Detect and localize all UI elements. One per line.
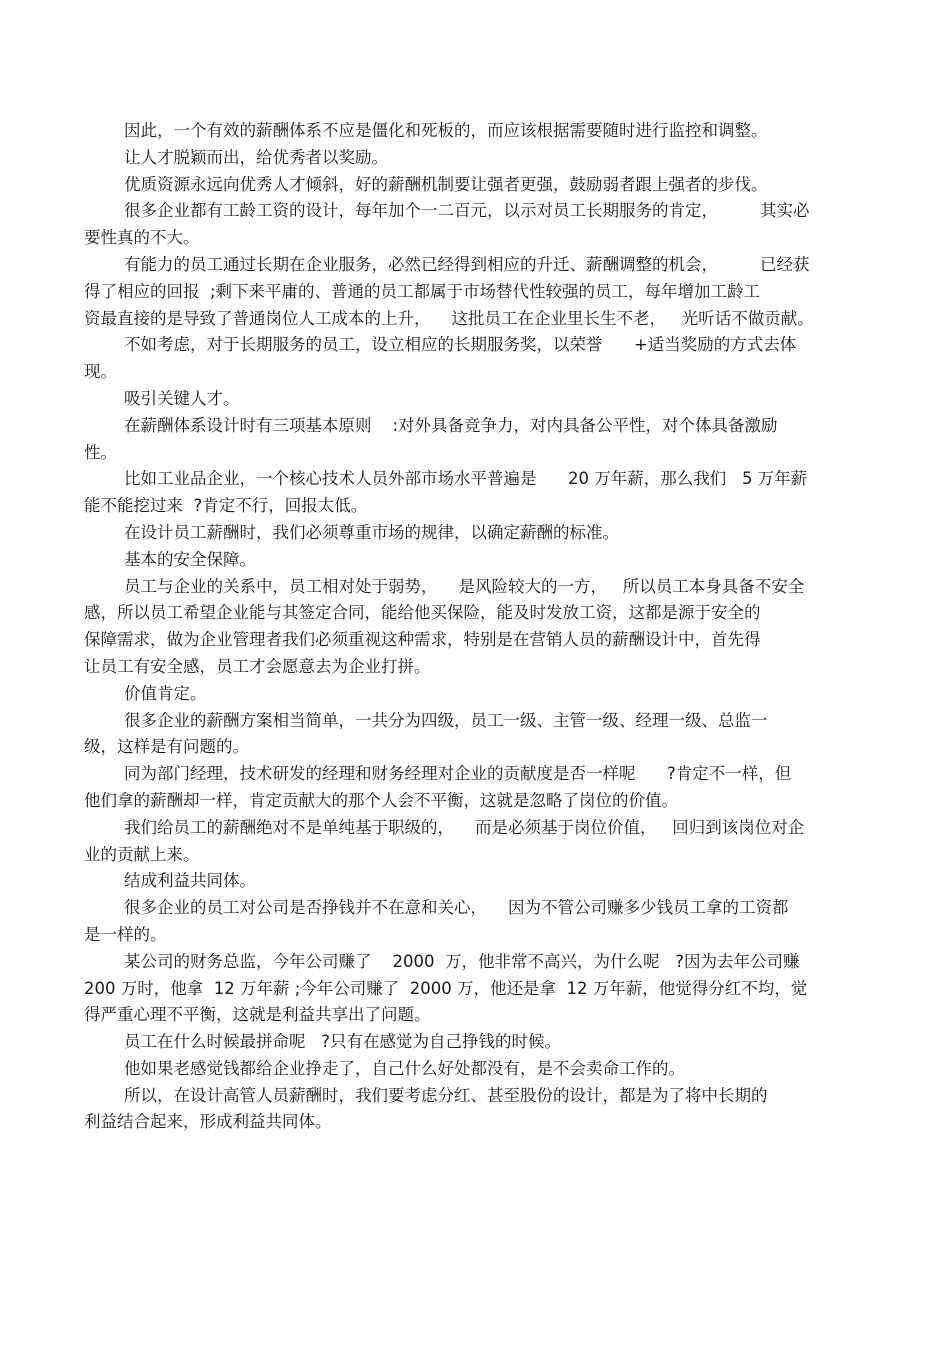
text-line: 价值肯定。	[124, 683, 207, 703]
text-line: 200 万时，他拿 12 万年薪 ;今年公司赚了 2000 万，他还是拿 12 万年薪，他觉得分红不均，觉	[84, 978, 808, 998]
text-line: 得严重心理不平衡，这就是利益共享出了问题。	[84, 1005, 431, 1025]
text-line: 现。	[84, 362, 117, 382]
text-line: 很多企业都有工龄工资的设计，每年加个一二百元，以示对员工长期服务的肯定， 其实必	[124, 201, 810, 221]
text-line: 员工在什么时候最拼命呢 ?只有在感觉为自己挣钱的时候。	[124, 1032, 561, 1052]
text-line: 要性真的不大。	[84, 228, 200, 248]
text-line: 同为部门经理，技术研发的经理和财务经理对企业的贡献度是否一样呢 ?肯定不一样，但	[124, 764, 792, 784]
text-line: 他如果老感觉钱都给企业挣走了，自己什么好处都没有，是不会卖命工作的。	[124, 1058, 685, 1078]
text-line: 让员工有安全感，员工才会愿意去为企业打拼。	[84, 656, 431, 676]
text-line: 在薪酬体系设计时有三项基本原则 :对外具备竞争力，对内具备公平性，对个体具备激励	[124, 415, 778, 435]
text-line: 比如工业品企业，一个核心技术人员外部市场水平普遍是 20 万年薪，那么我们 5 万年薪	[124, 469, 808, 489]
text-line: 在设计员工薪酬时，我们必须尊重市场的规律，以确定薪酬的标准。	[124, 522, 619, 542]
text-line: 利益结合起来，形成利益共同体。	[84, 1112, 332, 1132]
text-line: 资最直接的是导致了普通岗位人工成本的上升， 这批员工在企业里长生不老， 光听话不做贡献。	[84, 308, 814, 328]
text-line: 结成利益共同体。	[124, 871, 256, 891]
text-line: 某公司的财务总监，今年公司赚了 2000 万，他非常不高兴，为什么呢 ?因为去年公司赚	[124, 951, 800, 971]
text-line: 性。	[84, 442, 117, 462]
text-line: 是一样的。	[84, 924, 167, 944]
text-line: 我们给员工的薪酬绝对不是单纯基于职级的， 而是必须基于岗位价值， 回归到该岗位对企	[124, 817, 805, 837]
text-line: 得了相应的回报 ;剩下来平庸的、普通的员工都属于市场替代性较强的员工，每年增加工龄工	[84, 281, 761, 301]
text-line: 所以，在设计高管人员薪酬时，我们要考虑分红、甚至股份的设计，都是为了将中长期的	[124, 1085, 768, 1105]
text-line: 级，这样是有问题的。	[84, 737, 249, 757]
text-line: 优质资源永远向优秀人才倾斜，好的薪酬机制要让强者更强，鼓励弱者跟上强者的步伐。	[124, 174, 768, 194]
text-line: 很多企业的薪酬方案相当简单，一共分为四级，员工一级、主管一级、经理一级、总监一	[124, 710, 768, 730]
text-line: 保障需求，做为企业管理者我们必须重视这种需求，特别是在营销人员的薪酬设计中，首先得	[84, 630, 761, 650]
text-line: 他们拿的薪酬却一样，肯定贡献大的那个人会不平衡，这就是忽略了岗位的价值。	[84, 790, 678, 810]
text-line: 能不能挖过来 ?肯定不行，回报太低。	[84, 496, 368, 516]
text-line: 业的贡献上来。	[84, 844, 200, 864]
text-line: 让人才脱颖而出，给优秀者以奖励。	[124, 147, 388, 167]
text-line: 因此，一个有效的薪酬体系不应是僵化和死板的，而应该根据需要随时进行监控和调整。	[124, 121, 768, 140]
text-line: 基本的安全保障。	[124, 549, 256, 569]
text-line: 不如考虑，对于长期服务的员工，设立相应的长期服务奖，以荣誉 +适当奖励的方式去体	[124, 335, 797, 355]
text-line: 吸引关键人才。	[124, 388, 240, 408]
text-line: 有能力的员工通过长期在企业服务，必然已经得到相应的升迁、薪酬调整的机会， 已经获	[124, 254, 810, 274]
text-line: 员工与企业的关系中，员工相对处于弱势， 是风险较大的一方， 所以员工本身具备不安全	[124, 576, 805, 596]
text-line: 很多企业的员工对公司是否挣钱并不在意和关心， 因为不管公司赚多少钱员工拿的工资都	[124, 898, 789, 918]
text-line: 感，所以员工希望企业能与其签定合同，能给他买保险，能及时发放工资，这都是源于安全的	[84, 603, 761, 623]
document-body	[84, 118, 864, 1136]
